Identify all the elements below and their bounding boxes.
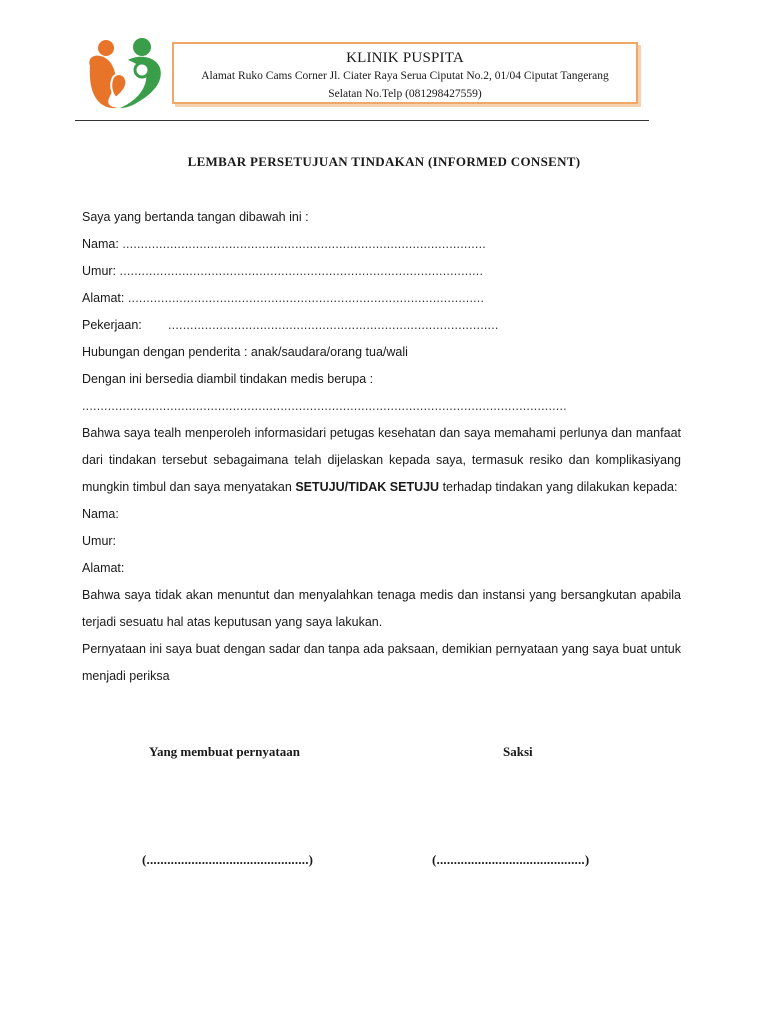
patient-umur: Umur: [82,534,117,548]
consent-paragraph [82,420,681,501]
procedure-dots: .................................................................................................................................... [82,399,567,413]
field-nama-label: Nama: [82,237,119,251]
clinic-name: KLINIK PUSPITA [346,50,464,66]
field-pekerjaan [82,312,681,339]
clinic-header-box [172,42,638,104]
field-umur-label: Umur: [82,264,117,278]
consent-paragraph-start: Bahwa saya tealh menperoleh informasidari petugas kesehatan dan saya memahami perlunya dan manfaat dari tindakan tersebut sebagaimana telah dijelaskan kepada saya, termasuk resiko dan komplikasiyang mungkin timbul dan saya menyatakan [82,426,681,494]
field-umur-dots: ................................................................................................... [119,264,484,278]
field-nama-dots: ................................................................................................... [122,237,486,251]
field-alamat [82,285,681,312]
field-alamat-label: Alamat: [82,291,125,305]
waiver-paragraph: Bahwa saya tidak akan menuntut dan menyalahkan tenaga medis dan instansi yang bersangkutan apabila terjadi sesuatu hal atas keputusan yang saya lakukan. [82,588,681,629]
clinic-address-line2: Selatan No.Telp (081298427559) [328,88,482,100]
procedure-text: Dengan ini bersedia diambil tindakan medis berupa : [82,372,374,386]
witness-label: Saksi [503,744,533,759]
signer-signature-line: (...............................................) [142,852,314,867]
document-title: LEMBAR PERSETUJUAN TINDAKAN (INFORMED CONSENT) [187,154,581,169]
intro-text: Saya yang bertanda tangan dibawah ini : [82,210,309,224]
relationship-text: Hubungan dengan penderita : anak/saudara/orang tua/wali [82,345,408,359]
header-divider [75,120,649,121]
signer-label: Yang membuat pernyataan [149,744,300,759]
consent-body [82,204,681,690]
field-umur [82,258,681,285]
patient-nama: Nama: [82,507,119,521]
family-heart-logo-icon [82,36,166,112]
consent-paragraph-end: terhadap tindakan yang dilakukan kepada: [439,480,678,494]
field-nama [82,231,681,258]
field-pekerjaan-label: Pekerjaan: [82,318,142,332]
clinic-address-line1: Alamat Ruko Cams Corner Jl. Ciater Raya Serua Ciputat No.2, 01/04 Ciputat Tangerang [201,70,609,82]
consent-choice: SETUJU/TIDAK SETUJU [295,480,440,494]
field-alamat-dots: ................................................................................................. [127,291,485,305]
field-pekerjaan-dots: .......................................................................................... [168,318,499,332]
declaration-paragraph: Pernyataan ini saya buat dengan sadar dan tanpa ada paksaan, demikian pernyataan yang saya buat untuk menjadi periksa [82,642,681,683]
patient-alamat: Alamat: [82,561,125,575]
witness-signature-line: (...........................................) [432,852,590,867]
